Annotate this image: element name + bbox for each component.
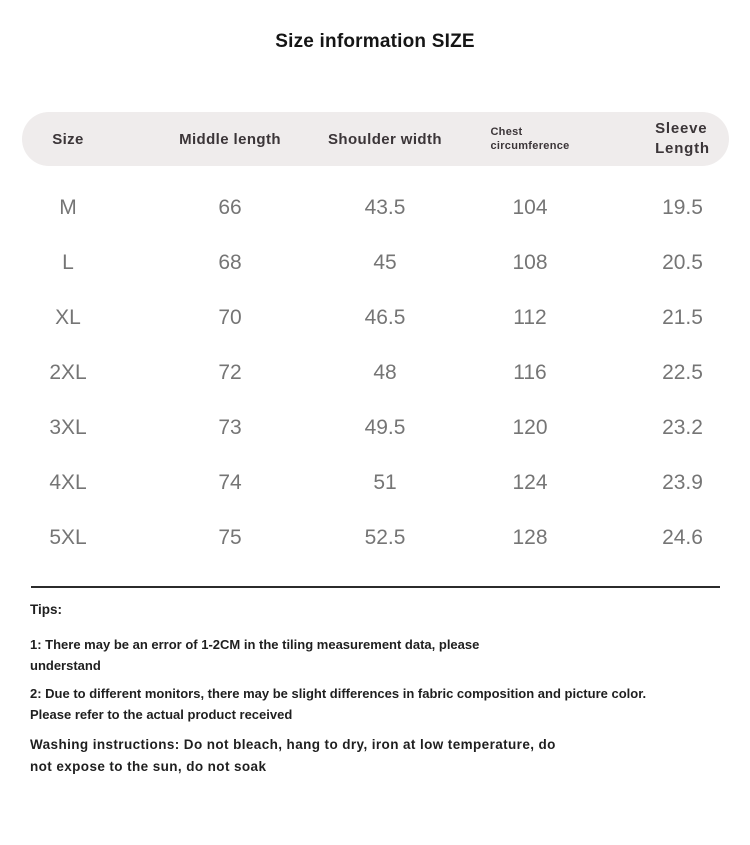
- sleeve-cell: 23.2: [662, 415, 703, 439]
- chest-cell: 128: [512, 525, 548, 549]
- divider: [31, 586, 720, 588]
- chest-cell: 116: [513, 360, 547, 384]
- table-row: [22, 510, 729, 565]
- sleeve-cell: 20.5: [662, 250, 703, 274]
- size-cell: XL: [55, 305, 81, 329]
- header-size: Size: [52, 130, 84, 148]
- size-cell: 3XL: [49, 415, 87, 439]
- size-table: [22, 112, 729, 565]
- sleeve-cell: 22.5: [662, 360, 703, 384]
- table-row: [22, 180, 729, 235]
- table-row: [22, 345, 729, 400]
- sleeve-cell: 21.5: [662, 305, 703, 329]
- size-cell: 5XL: [49, 525, 87, 549]
- shoulder-width-cell: 46.5: [364, 305, 406, 329]
- tip-1: [30, 634, 732, 676]
- middle-length-cell: 74: [218, 470, 242, 494]
- sleeve-cell: 24.6: [662, 525, 703, 549]
- middle-length-cell: 70: [218, 305, 242, 329]
- washing-line2: not expose to the sun, do not soak: [30, 759, 267, 774]
- table-row: [22, 235, 729, 290]
- table-row: [22, 290, 729, 345]
- shoulder-width-cell: 45: [373, 250, 397, 274]
- table-row: [22, 455, 729, 510]
- header-chest-line1: Chest: [490, 126, 523, 138]
- middle-length-cell: 68: [218, 250, 242, 274]
- page-title: Size information SIZE: [275, 31, 475, 52]
- tip-1-line1: 1: There may be an error of 1-2CM in the tiling measurement data, please: [30, 637, 480, 652]
- tips-heading: Tips:: [30, 602, 63, 617]
- header-sleeve-line1: Sleeve: [655, 120, 708, 137]
- tips-section: [30, 601, 732, 778]
- tip-2-line1: 2: Due to different monitors, there may be slight differences in fabric composition and picture color.: [30, 686, 647, 701]
- middle-length-cell: 73: [218, 415, 242, 439]
- shoulder-width-cell: 48: [373, 360, 397, 384]
- header-sleeve-line2: Length: [655, 140, 710, 157]
- shoulder-width-cell: 51: [373, 470, 397, 494]
- tip-2-line2: Please refer to the actual product received: [30, 707, 293, 722]
- table-row: [22, 400, 729, 455]
- size-cell: M: [59, 195, 77, 219]
- middle-length-cell: 72: [218, 360, 242, 384]
- chest-cell: 108: [512, 250, 548, 274]
- header-middle-length: Middle length: [179, 130, 281, 148]
- size-cell: L: [62, 250, 74, 274]
- washing-instructions: [30, 734, 732, 778]
- washing-line1: Washing instructions: Do not bleach, hang to dry, iron at low temperature, do: [30, 737, 556, 752]
- sleeve-cell: 23.9: [662, 470, 703, 494]
- header-shoulder-width: Shoulder width: [328, 130, 442, 148]
- chest-cell: 124: [512, 470, 548, 494]
- middle-length-cell: 75: [218, 525, 242, 549]
- shoulder-width-cell: 52.5: [364, 525, 406, 549]
- chest-cell: 120: [512, 415, 548, 439]
- header-chest-circumference: [424, 125, 636, 153]
- header-sleeve-length: [636, 119, 729, 159]
- shoulder-width-cell: 49.5: [364, 415, 406, 439]
- table-header-row: [22, 112, 729, 166]
- tip-2: [30, 683, 732, 725]
- size-cell: 4XL: [49, 470, 87, 494]
- size-cell: 2XL: [49, 360, 87, 384]
- shoulder-width-cell: 43.5: [364, 195, 406, 219]
- sleeve-cell: 19.5: [662, 195, 703, 219]
- middle-length-cell: 66: [218, 195, 242, 219]
- chest-cell: 104: [512, 195, 548, 219]
- chest-cell: 112: [513, 305, 547, 329]
- tip-1-line2: understand: [30, 658, 101, 673]
- table-body: [22, 180, 729, 565]
- header-chest-line2: circumference: [490, 140, 570, 152]
